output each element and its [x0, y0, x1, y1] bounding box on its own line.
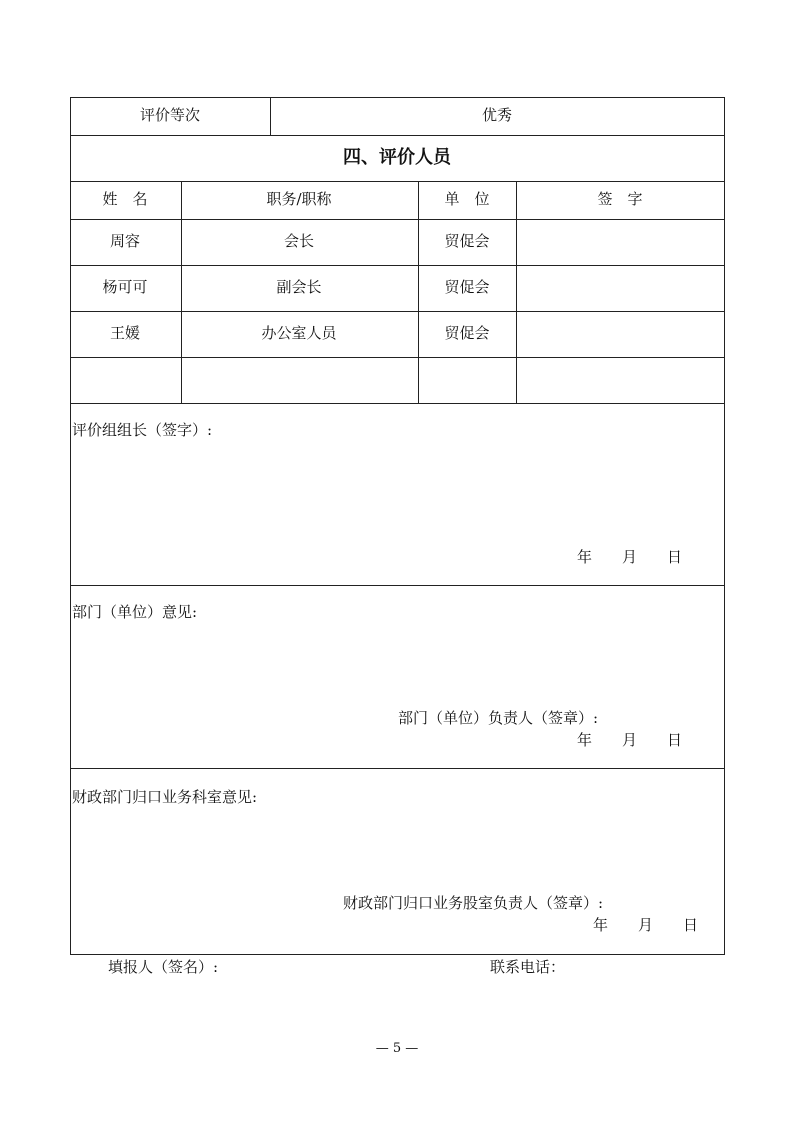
- cell-name: 王媛: [109, 324, 141, 342]
- section-title: 四、评价人员: [343, 147, 451, 168]
- header-name: 姓 名: [102, 190, 148, 208]
- finance-signer: 财政部门归口业务股室负责人（签章）:: [343, 894, 604, 912]
- cell-unit: 贸促会: [444, 232, 490, 250]
- cell-position: 办公室人员: [261, 324, 337, 342]
- row-divider: [70, 265, 725, 266]
- cell-unit: 贸促会: [444, 324, 490, 342]
- row-divider: [70, 135, 725, 136]
- rating-value: 优秀: [481, 106, 513, 124]
- cell-position: 副会长: [276, 278, 322, 296]
- col-divider: [181, 181, 182, 403]
- row-divider: [70, 181, 725, 182]
- leader-label: 评价组组长（签字）:: [72, 421, 213, 439]
- table-border: [70, 97, 71, 955]
- table-border: [70, 954, 725, 955]
- header-unit: 单 位: [444, 190, 490, 208]
- header-signature: 签 字: [597, 190, 643, 208]
- dept-signer: 部门（单位）负责人（签章）:: [398, 709, 599, 727]
- header-position: 职务/职称: [266, 190, 332, 208]
- row-divider: [70, 311, 725, 312]
- col-divider: [516, 181, 517, 403]
- phone-label: 联系电话：: [490, 958, 566, 976]
- table-border: [70, 97, 725, 98]
- filler-label: 填报人（签名）:: [108, 958, 219, 976]
- finance-label: 财政部门归口业务科室意见:: [72, 788, 258, 806]
- row-divider: [70, 357, 725, 358]
- col-divider: [418, 181, 419, 403]
- cell-name: 杨可可: [102, 278, 148, 296]
- row-divider: [70, 219, 725, 220]
- rating-label: 评价等次: [139, 106, 201, 124]
- finance-date: 年 月 日: [593, 916, 699, 934]
- row-divider: [70, 403, 725, 404]
- row-divider: [70, 585, 725, 586]
- table-border: [724, 97, 725, 955]
- leader-date: 年 月 日: [577, 548, 683, 566]
- dept-date: 年 月 日: [577, 731, 683, 749]
- cell-unit: 贸促会: [444, 278, 490, 296]
- page-number: — 5 —: [375, 1041, 419, 1056]
- col-divider: [270, 97, 271, 135]
- cell-name: 周容: [109, 232, 141, 250]
- row-divider: [70, 768, 725, 769]
- cell-position: 会长: [283, 232, 315, 250]
- dept-label: 部门（单位）意见:: [72, 603, 198, 621]
